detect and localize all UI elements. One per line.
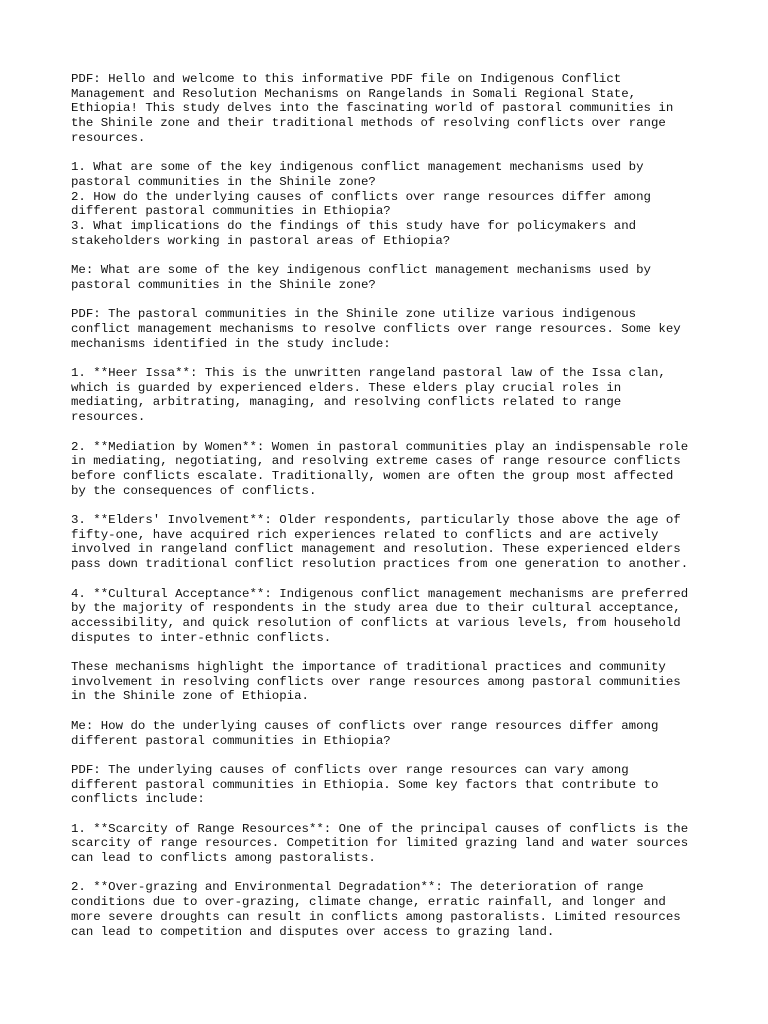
user-question-2: Me: How do the underlying causes of conflicts over range resources differ among different pastoral communities in Ethiopia?	[71, 718, 659, 748]
document-body	[71, 72, 711, 954]
answer-1-summary: These mechanisms highlight the importance of traditional practices and community involvement in resolving conflicts over range resources among pastoral communities in the Shinile zone of Ethiopia.	[71, 660, 681, 704]
answer-2-intro: PDF: The underlying causes of conflicts over range resources can vary among different pastoral communities in Ethiopia. Some key factors that contribute to conflicts include:	[71, 762, 659, 807]
answer-1-item-mediation-by-women: 2. **Mediation by Women**: Women in pastoral communities play an indispensable role in mediating, negotiating, and resolving extreme cases of range resource conflicts before conflicts escalate. Traditionally, women are often the group most affected by the consequences of conflicts.	[71, 439, 689, 498]
answer-2-item-over-grazing: 2. **Over-grazing and Environmental Degradation**: The deterioration of range conditions due to over-grazing, climate change, erratic rainfall, and longer and more severe droughts can result in conflicts among pastoralists. Limited resources can lead to competition and disputes over access to grazing land.	[71, 880, 681, 939]
user-question-1: Me: What are some of the key indigenous conflict management mechanisms used by pastoral communities in the Shinile zone?	[71, 263, 651, 292]
answer-1-item-elders-involvement: 3. **Elders' Involvement**: Older respondents, particularly those above the age of fifty-one, have acquired rich experiences related to conflicts and are actively involved in rangeland conflict management and resolution. These experienced elders pass down traditional conflict resolution practices from one generation to another.	[71, 513, 689, 572]
answer-2-item-scarcity: 1. **Scarcity of Range Resources**: One of the principal causes of conflicts is the scarcity of range resources. Competition for limited grazing land and water sources can lead to conflicts among pastoralists.	[71, 821, 689, 866]
answer-1-item-cultural-acceptance: 4. **Cultural Acceptance**: Indigenous conflict management mechanisms are preferred by the majority of respondents in the study area due to their cultural acceptance, accessibility, and quick resolution of conflicts at various levels, from household disputes to inter-ethnic conflicts.	[71, 586, 689, 645]
questions-list: 1. What are some of the key indigenous conflict management mechanisms used by pastoral communities in the Shinile zone? 2. How do the underlying causes of conflicts over range resources differ among different pastoral communities in Ethiopia? 3. What implications do the findings of this study have for policymakers and stakeholders working in pastoral areas of Ethiopia?	[71, 160, 651, 248]
answer-1-intro: PDF: The pastoral communities in the Shinile zone utilize various indigenous conflict management mechanisms to resolve conflicts over range resources. Some key mechanisms identified in the study include:	[71, 307, 681, 351]
answer-1-item-heer-issa: 1. **Heer Issa**: This is the unwritten rangeland pastoral law of the Issa clan, which is guarded by experienced elders. These elders play crucial roles in mediating, arbitrating, managing, and resolving conflicts related to range resources.	[71, 366, 666, 425]
intro-paragraph: PDF: Hello and welcome to this informative PDF file on Indigenous Conflict Management and Resolution Mechanisms on Rangelands in Somali Regional State, Ethiopia! This study delves into the fascinating world of pastoral communities in the Shinile zone and their traditional methods of resolving conflicts over range resources.	[71, 72, 674, 145]
